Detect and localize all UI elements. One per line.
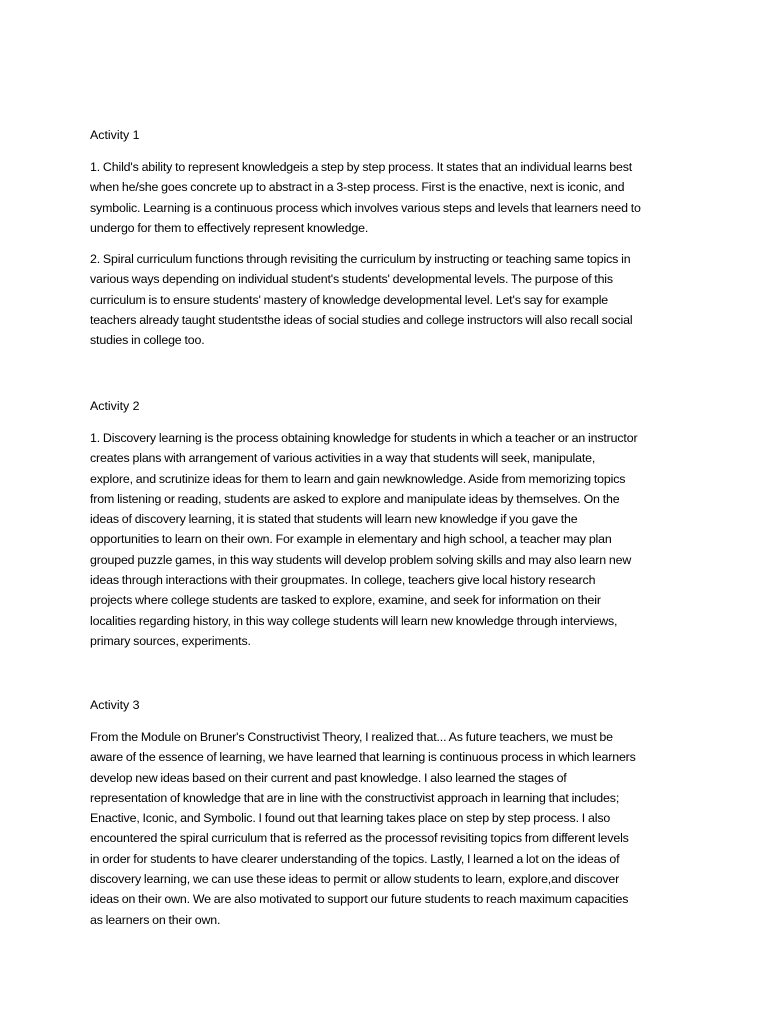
text-line: from listening or reading, students are asked to explore and manipulate ideas by themselves. On the — [90, 491, 620, 506]
text-line: projects where college students are tasked to explore, examine, and seek for information on their — [90, 593, 601, 608]
text-line: 1. Discovery learning is the process obtaining knowledge for students in which a teacher or an instructor — [90, 431, 638, 445]
text-line: studies in college too. — [90, 333, 205, 348]
text-line: symbolic. Learning is a continuous process which involves various steps and levels that learners need to — [90, 200, 641, 215]
text-line: Enactive, Iconic, and Symbolic. I found out that learning takes place on step by step process. I also — [90, 811, 611, 826]
text-line: when he/she goes concrete up to abstract in a 3-step process. First is the enactive, next is iconic, and — [90, 180, 625, 195]
text-line: various ways depending on individual student's students' developmental levels. The purpose of this — [90, 272, 613, 287]
text-line: 1. Child's ability to represent knowledgeis a step by step process. It states that an individual learns best — [90, 160, 633, 174]
text-line: explore, and scrutinize ideas for them to learn and gain newknowledge. Aside from memorizing topics — [90, 471, 626, 486]
text-line: creates plans with arrangement of various activities in a way that students will seek, manipulate, — [90, 451, 596, 466]
text-line: as learners on their own. — [90, 912, 221, 927]
activity-1-heading: Activity 1 — [90, 128, 140, 142]
text-line: representation of knowledge that are in line with the constructivist approach in learning that includes; — [90, 790, 620, 805]
text-line: discovery learning, we can use these ideas to permit or allow students to learn, explore,and discover — [90, 872, 620, 887]
text-line: ideas of discovery learning, it is stated that students will learn new knowledge if you gave the — [90, 512, 578, 527]
activity-1-paragraph-1 — [90, 157, 680, 238]
text-line: opportunities to learn on their own. For example in elementary and high school, a teacher may plan — [90, 532, 612, 547]
text-line: curriculum is to ensure students' mastery of knowledge developmental level. Let's say for example — [90, 292, 609, 307]
activity-2-paragraph-1 — [90, 428, 680, 651]
text-line: localities regarding history, in this way college students will learn new knowledge through interviews, — [90, 613, 618, 628]
text-line: aware of the essence of learning, we have learned that learning is continuous process in which learners — [90, 750, 636, 765]
text-line: in order for students to have clearer understanding of the topics. Lastly, I learned a lot on the ideas of — [90, 851, 620, 866]
text-line: undergo for them to effectively represent knowledge. — [90, 220, 369, 235]
text-line: grouped puzzle games, in this way students will develop problem solving skills and may also learn new — [90, 552, 632, 567]
activity-1-paragraph-2 — [90, 249, 680, 350]
text-line: ideas on their own. We are also motivated to support our future students to reach maximum capacities — [90, 892, 629, 907]
text-line: primary sources, experiments. — [90, 633, 251, 648]
activity-3-heading: Activity 3 — [90, 698, 140, 712]
text-line: teachers already taught studentsthe ideas of social studies and college instructors will also recall social — [90, 312, 633, 327]
text-line: encountered the spiral curriculum that is referred as the processof revisiting topics from different levels — [90, 831, 629, 846]
text-line: ideas through interactions with their groupmates. In college, teachers give local history research — [90, 573, 596, 588]
document-page — [90, 0, 680, 1024]
text-line: 2. Spiral curriculum functions through revisiting the curriculum by instructing or teaching same topics in — [90, 252, 631, 266]
text-line: From the Module on Bruner's Constructivist Theory, I realized that... As future teachers, we must be — [90, 730, 613, 744]
text-line: develop new ideas based on their current and past knowledge. I also learned the stages of — [90, 770, 567, 785]
activity-2-heading: Activity 2 — [90, 399, 140, 413]
activity-3-paragraph-1 — [90, 727, 680, 930]
